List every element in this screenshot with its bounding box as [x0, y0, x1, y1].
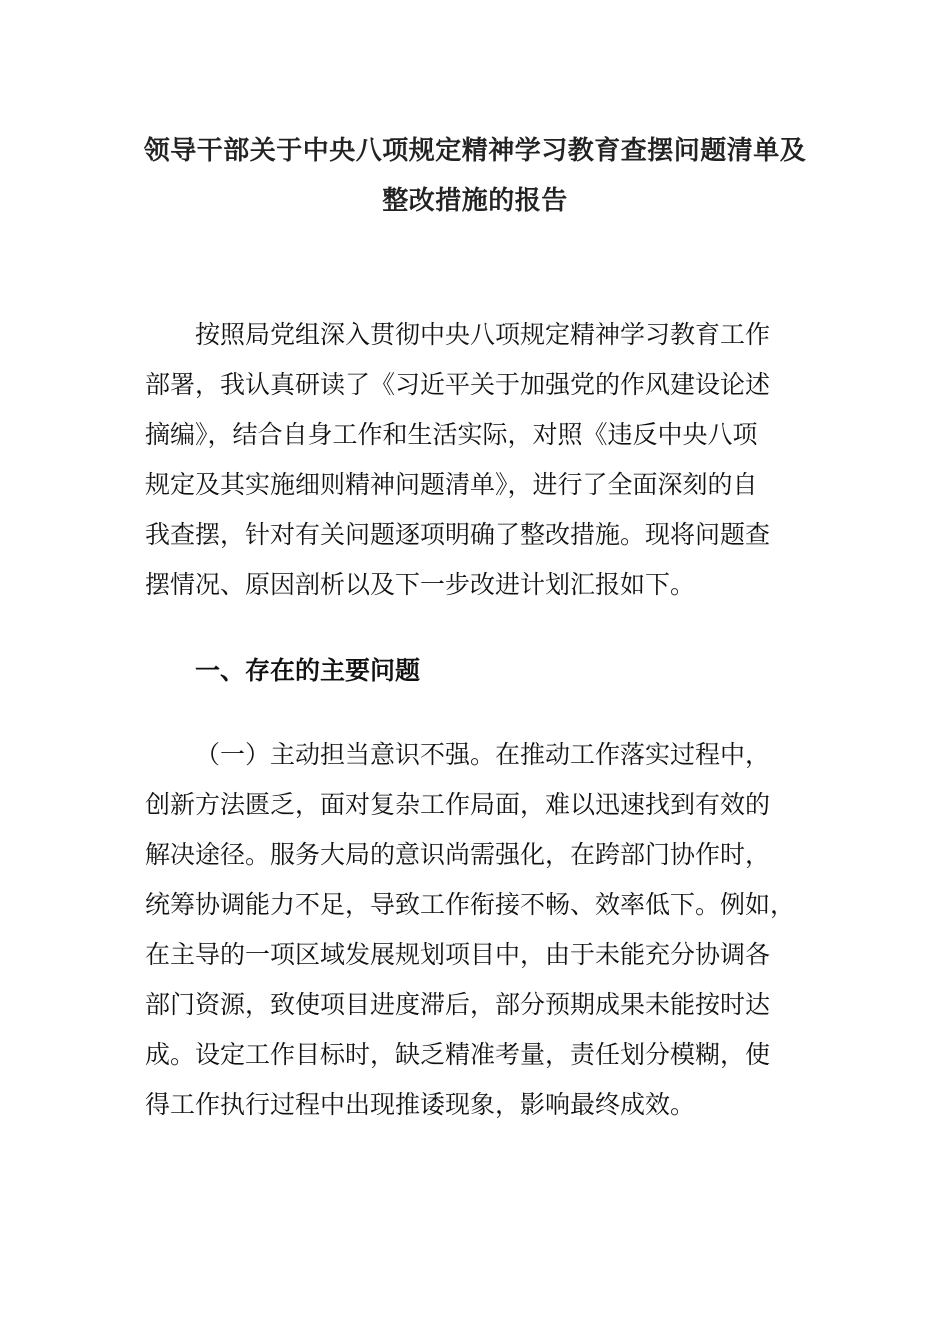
title-line-1: 领导干部关于中央八项规定精神学习教育查摆问题清单及	[143, 136, 807, 166]
intro-line: 规定及其实施细则精神问题清单》，进行了全面深刻的自	[145, 470, 758, 499]
section-1-line: 得工作执行过程中出现推诿现象，影响最终成效。	[145, 1090, 696, 1119]
intro-line: 摆情况、原因剖析以及下一步改进计划汇报如下。	[145, 570, 696, 599]
section-heading: 一、存在的主要问题	[195, 656, 421, 685]
intro-line: 部署，我认真研读了《习近平关于加强党的作风建设论述	[145, 370, 771, 399]
section-1-paragraph	[145, 730, 805, 1130]
intro-paragraph	[145, 310, 805, 610]
section-1-line: 部门资源，致使项目进度滞后，部分预期成果未能按时达	[145, 990, 771, 1019]
section-1-line: （一）主动担当意识不强。在推动工作落实过程中，	[195, 740, 771, 769]
section-1-line: 在主导的一项区域发展规划项目中，由于未能充分协调各	[145, 940, 771, 969]
title-line-2: 整改措施的报告	[382, 186, 568, 216]
intro-line: 按照局党组深入贯彻中央八项规定精神学习教育工作	[195, 320, 771, 349]
intro-line: 摘编》，结合自身工作和生活实际，对照《违反中央八项	[145, 420, 758, 449]
section-1-line: 统筹协调能力不足，导致工作衔接不畅、效率低下。例如，	[145, 890, 796, 919]
document-title	[100, 126, 850, 226]
section-1-line: 成。设定工作目标时，缺乏精准考量，责任划分模糊，使	[145, 1040, 771, 1069]
intro-line: 我查摆，针对有关问题逐项明确了整改措施。现将问题查	[145, 520, 771, 549]
section-1-line: 创新方法匮乏，面对复杂工作局面，难以迅速找到有效的	[145, 790, 771, 819]
section-1-line: 解决途径。服务大局的意识尚需强化，在跨部门协作时，	[145, 840, 771, 869]
